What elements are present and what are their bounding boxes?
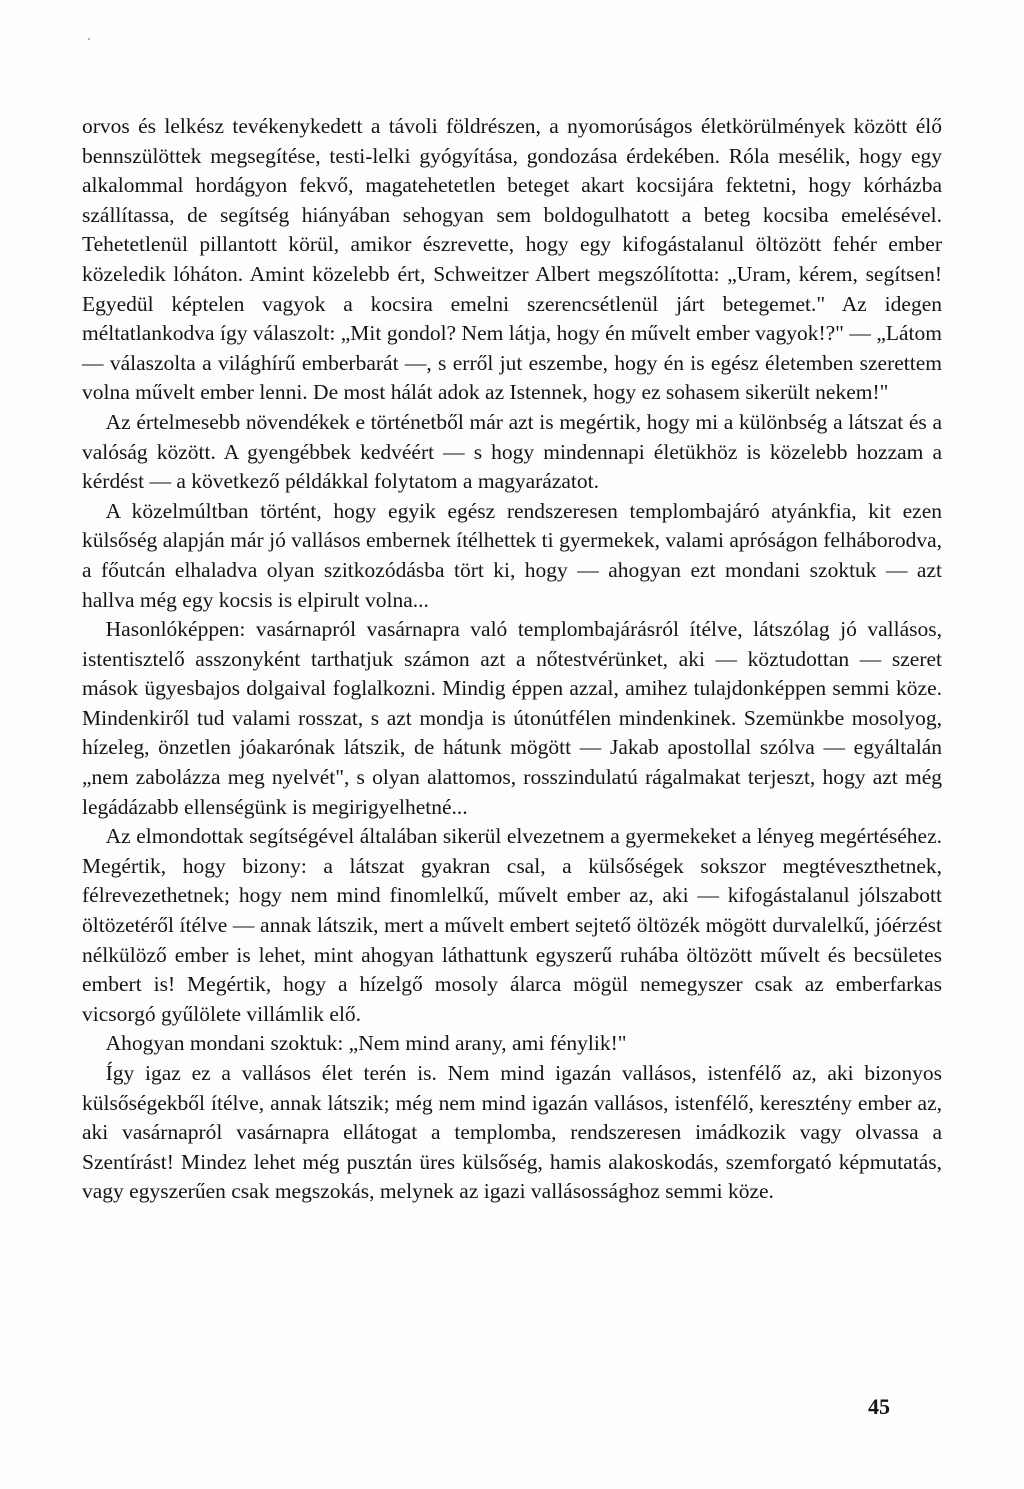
paragraph-2: Az értelmesebb növendékek e történetből már azt is megértik, hogy mi a különbség a látszat és a valóság között. A gyengébbek kedvéért — s hogy mindennapi életükhöz is közelebb hozzam a kérdést — a következő példákkal folytatom a magyarázatot. (82, 409, 942, 494)
page-number: 45 (868, 1394, 890, 1419)
paragraph-1: orvos és lelkész tevékenykedett a távoli földrészen, a nyomorúságos életkörülmények között élő bennszülöttek megsegítése, testi-lelki gyógyítása, gondozása érdekében. Róla mesélik, hogy egy alkalommal hordágyon fekvő, magatehetetlen beteget akart kocsijára fektetni, hogy kórházba szállítassa, de segítség hiányában sehogyan sem boldogulhatott a beteg kocsiba emelésével. Tehetetlenül pillantott körül, amikor észrevette, hogy egy kifogástalanul öltözött fehér ember közeledik lóháton. Amint közelebb ért, Schweitzer Albert megszólította: „Uram, kérem, segítsen! Egyedül képtelen vagyok a kocsira emelni szerencsétlenül járt betegemet." Az idegen méltatlankodva így válaszolt: „Mit gondol? Nem látja, hogy én művelt ember vagyok!?" — „Látom — válaszolta a világhírű emberbarát —, s erről jut eszembe, hogy én is egész életemben szerettem volna művelt ember lenni. De most hálát adok az Istennek, hogy ez sohasem sikerült nekem!" (82, 114, 942, 405)
paragraph-7: Így igaz ez a vallásos élet terén is. Nem mind igazán vallásos, istenfélő az, aki bizonyos külsőségekből ítélve, annak látszik; még nem mind igazán vallásos, istenfélő, keresztény ember az, aki vasárnapról vasárnapra ellátogat a templomba, rendszeresen imádkozik vagy olvassa a Szentírást! Mindez lehet még pusztán üres külsőség, hamis alakoskodás, szemforgató képmutatás, vagy egyszerűen csak megszokás, melynek az igazi vallásossághoz semmi köze. (82, 1061, 942, 1204)
paragraph-5: Az elmondottak segítségével általában sikerül elvezetnem a gyermekeket a lényeg megértéséhez. Megértik, hogy bizony: a látszat gyakran csal, a külsőségek sokszor megtéveszthetnek, félrevezethetnek; hogy nem mind finomlelkű, művelt ember az, aki — kifogástalanul jólszabott öltözetéről ítélve — annak látszik, mert a művelt embert sejtető öltözék mögött durvalelkű, jóérzést nélkülöző ember is lehet, mint ahogyan láthattunk egyszerű ruhába öltözött művelt és becsületes embert is! Megértik, hogy a hízelgő mosoly álarca mögül nemegyszer csak az emberfarkas vicsorgó gyűlölete villámlik elő. (82, 824, 942, 1026)
paper-speck (88, 38, 90, 40)
body-text (82, 112, 942, 1207)
paragraph-3: A közelmúltban történt, hogy egyik egész rendszeresen templombajáró atyánkfia, kit ezen külsőség alapján már jó vallásos embernek ítélhettek ti gyermekek, valami apróságon felháborodva, a főutcán elhaladva olyan szitkozódásba tört ki, hogy — ahogyan ezt mondani szoktuk — azt hallva még egy kocsis is elpirult volna... (82, 498, 942, 612)
paragraph-4: Hasonlóképpen: vasárnapról vasárnapra való templombajárásról ítélve, látszólag jó vallásos, istentisztelő asszonyként tarthatjuk számon azt a nőtestvérünket, aki — köztudottan — szeret mások ügyesbajos dolgaival foglalkozni. Mindig éppen azzal, amihez tulajdonképpen semmi köze. Mindenkiről tud valami rosszat, s azt mondja is útonútfélen mindenkinek. Szemünkbe mosolyog, hízeleg, önzetlen jóakarónak látszik, de hátunk mögött — Jakab apostollal szólva — egyáltalán „nem zabolázza meg nyelvét", s olyan alattomos, rosszindulatú rágalmakat terjeszt, hogy azt még legádázabb ellenségünk is megirigyelhetné... (82, 617, 942, 819)
paragraph-6: Ahogyan mondani szoktuk: „Nem mind arany, ami fénylik!" (105, 1031, 627, 1056)
